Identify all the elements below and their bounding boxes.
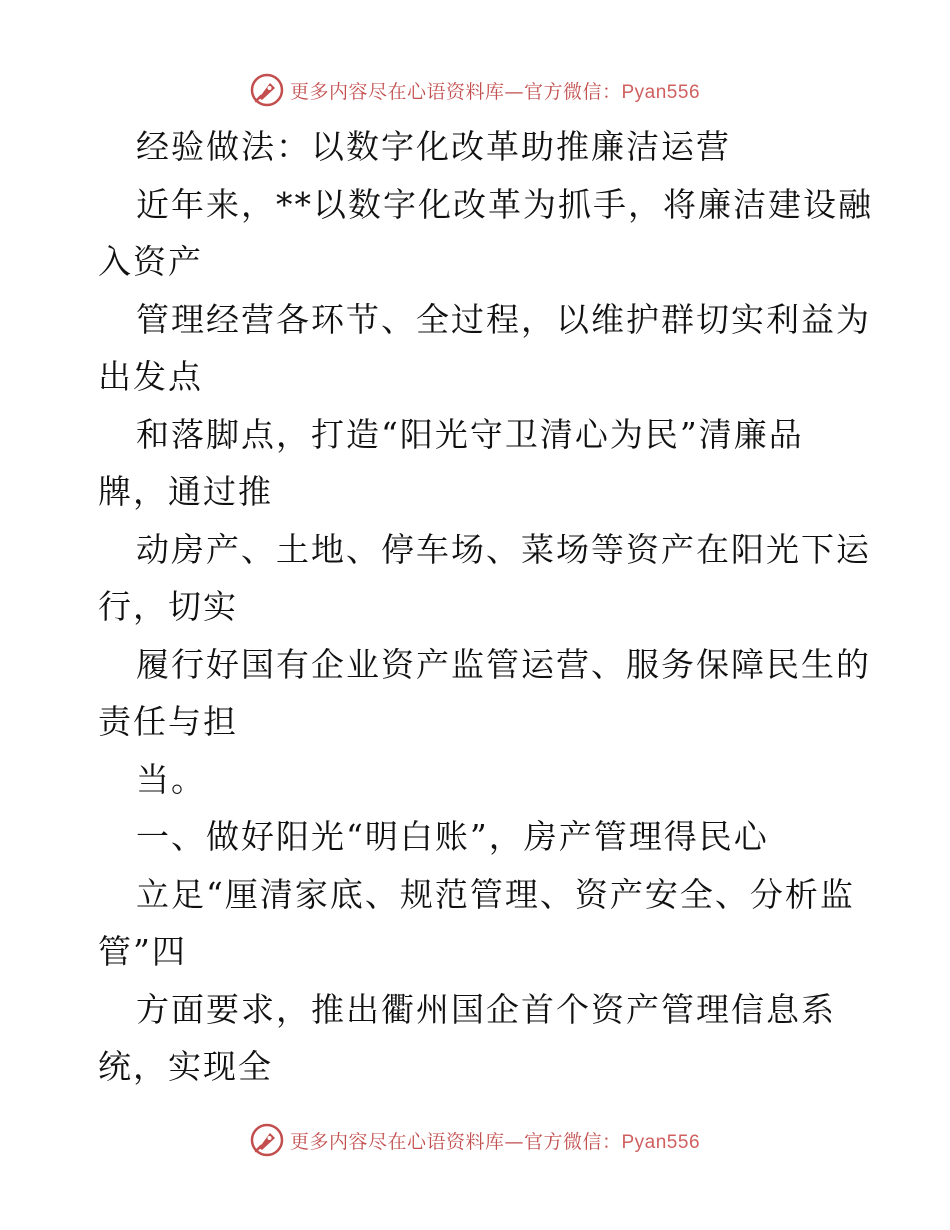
pen-nib-logo-icon xyxy=(250,1123,284,1157)
watermark-slogan: 更多内容尽在心语资料库—官方微信： xyxy=(289,80,622,103)
watermark-text xyxy=(290,1127,700,1154)
wechat-id: Pyan556 xyxy=(621,81,701,103)
watermark-slogan: 更多内容尽在心语资料库—官方微信： xyxy=(289,1130,622,1153)
text-line: 责任与担 xyxy=(98,702,238,741)
text-line: 动房产、土地、停车场、菜场等资产在阳光下运 xyxy=(136,529,871,569)
text-line: 行，切实 xyxy=(98,587,238,626)
text-line: 牌，通过推 xyxy=(98,472,273,511)
text-line: 一、做好阳光“明白账”，房产管理得民心 xyxy=(136,817,769,856)
text-line: 履行好国有企业资产监管运营、服务保障民生的 xyxy=(136,644,871,684)
watermark-text xyxy=(290,77,700,104)
text-line: 经验做法：以数字化改革助推廉洁运营 xyxy=(136,127,731,166)
text-line: 管理经营各环节、全过程，以维护群切实利益为 xyxy=(136,299,871,339)
pen-nib-logo-icon xyxy=(250,73,284,107)
text-line: 统，实现全 xyxy=(98,1047,273,1086)
footer-watermark xyxy=(0,1120,950,1160)
text-line: 入资产 xyxy=(98,242,203,281)
text-line: 方面要求，推出衢州国企首个资产管理信息系 xyxy=(136,989,836,1029)
document-body xyxy=(98,118,873,1096)
text-line: 近年来，**以数字化改革为抓手，将廉洁建设融 xyxy=(136,184,873,224)
wechat-id: Pyan556 xyxy=(621,1131,701,1153)
text-line: 出发点 xyxy=(98,357,203,396)
header-watermark xyxy=(0,70,950,110)
text-line: 立足“厘清家底、规范管理、资产安全、分析监 xyxy=(136,874,855,914)
text-line: 当。 xyxy=(136,759,206,799)
text-line: 和落脚点，打造“阳光守卫清心为民”清廉品 xyxy=(136,414,804,454)
text-line: 管”四 xyxy=(98,932,187,971)
